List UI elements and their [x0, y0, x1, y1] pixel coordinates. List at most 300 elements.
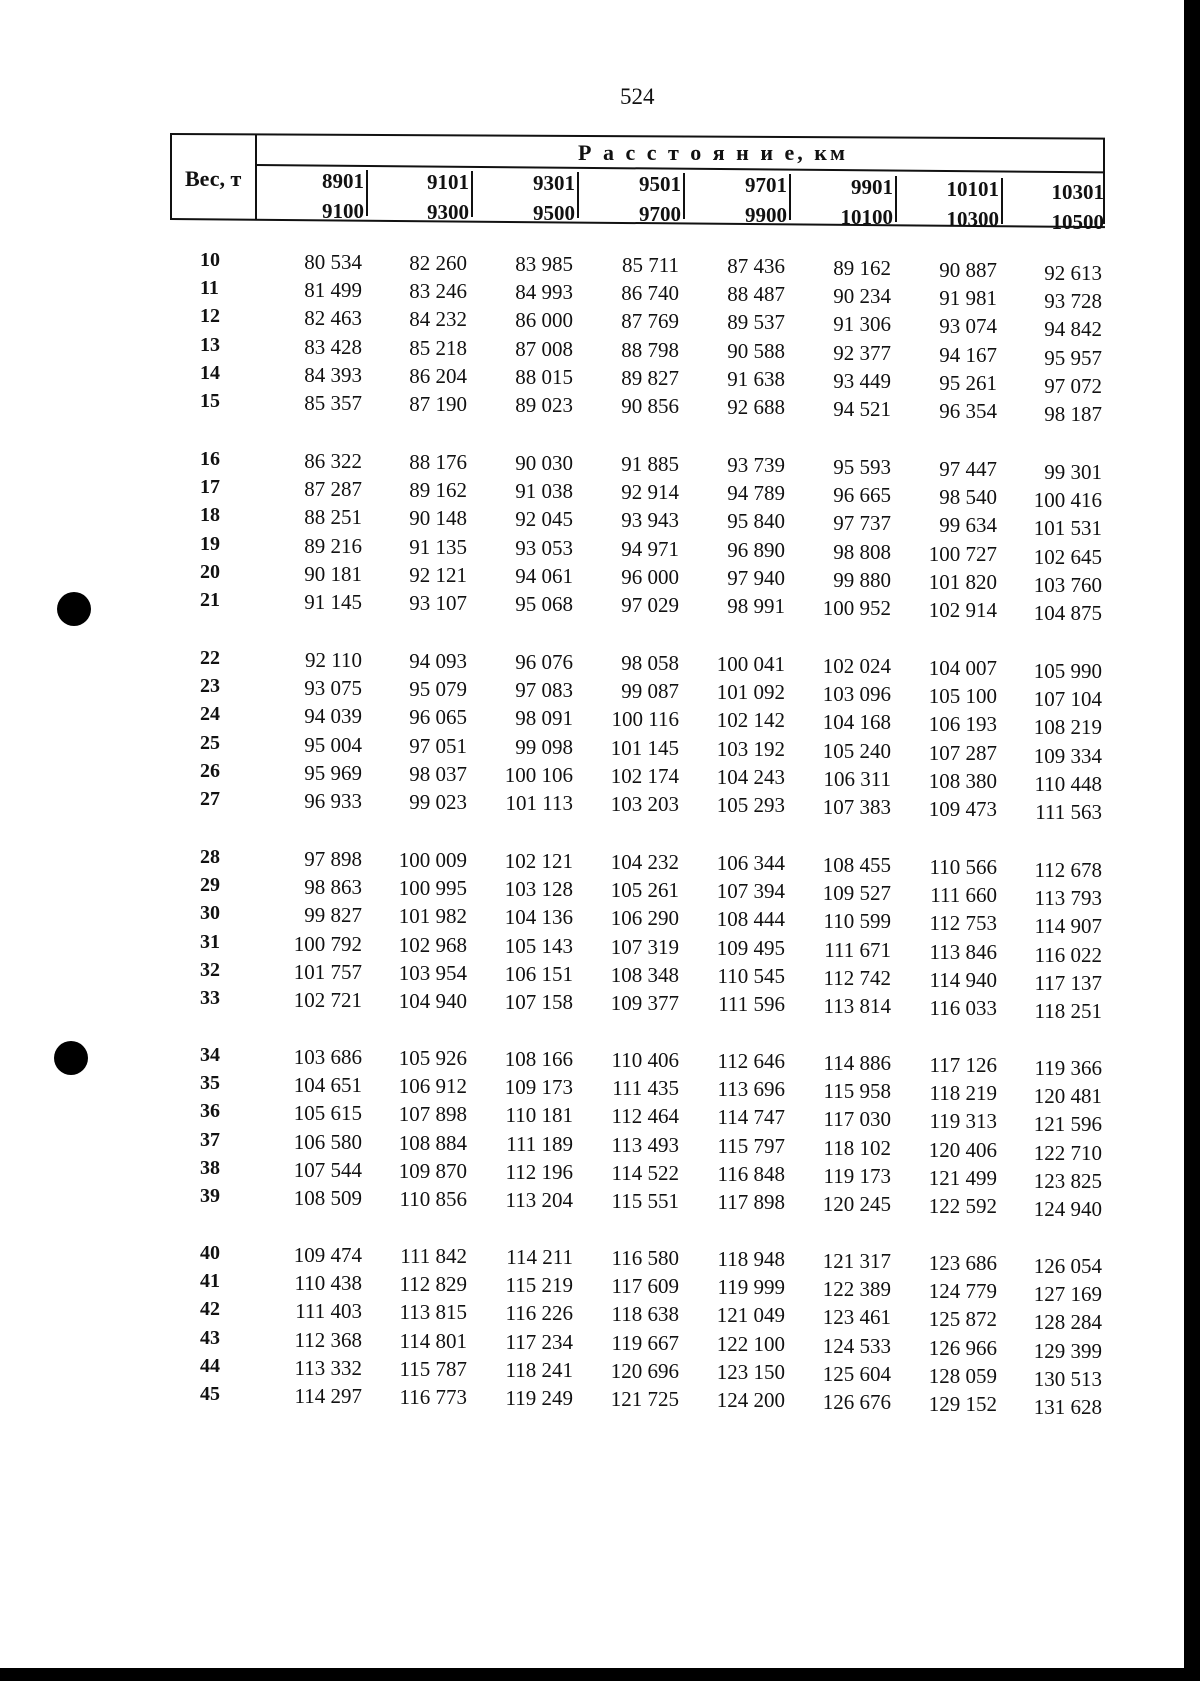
rate-cell: 117 126	[929, 1053, 997, 1077]
rate-cell: 121 596	[1033, 1112, 1102, 1137]
rate-cell: 112 678	[1034, 858, 1102, 882]
column-separator	[789, 174, 791, 220]
weight-cell: 29	[200, 874, 220, 897]
rate-cell: 113 696	[717, 1077, 785, 1102]
rate-cell: 120 696	[610, 1358, 679, 1383]
rate-cell: 90 148	[409, 506, 467, 531]
rate-cell: 115 958	[823, 1079, 891, 1104]
rate-cell: 109 527	[822, 881, 891, 906]
column-separator	[1001, 178, 1003, 224]
rate-cell: 111 189	[506, 1131, 573, 1156]
weight-cell: 44	[200, 1354, 220, 1377]
rate-cell: 100 041	[716, 652, 785, 676]
rate-cell: 85 357	[304, 391, 362, 415]
rate-cell: 122 592	[928, 1194, 997, 1218]
rate-cell: 100 416	[1033, 488, 1102, 513]
weight-cell: 24	[200, 703, 220, 726]
weight-cell: 30	[200, 902, 220, 925]
rate-cell: 124 200	[716, 1388, 785, 1412]
rate-cell: 102 142	[716, 708, 785, 733]
weight-cell: 25	[200, 731, 220, 754]
rate-cell: 86 204	[409, 363, 467, 388]
rate-cell: 116 226	[505, 1301, 573, 1326]
rate-cell: 86 740	[621, 281, 679, 306]
rate-cell: 102 024	[822, 654, 891, 678]
rate-cell: 84 993	[515, 280, 573, 305]
rate-cell: 122 710	[1033, 1140, 1102, 1165]
rate-cell: 85 711	[622, 253, 679, 277]
rate-cell: 113 846	[929, 939, 997, 964]
rate-cell: 89 162	[833, 256, 891, 280]
rate-cell: 95 957	[1044, 345, 1102, 370]
rate-cell: 125 604	[822, 1361, 891, 1386]
rate-cell: 104 651	[293, 1073, 362, 1098]
rate-cell: 118 102	[823, 1135, 891, 1160]
rate-cell: 90 234	[833, 284, 891, 309]
rate-cell: 107 158	[504, 990, 573, 1014]
rate-cell: 125 872	[928, 1307, 997, 1332]
rate-cell: 100 009	[398, 848, 467, 872]
rate-cell: 96 890	[727, 537, 785, 562]
rate-cell: 92 688	[727, 395, 785, 419]
rate-cell: 96 354	[939, 399, 997, 423]
rate-cell: 92 045	[515, 507, 573, 532]
weight-cell: 38	[200, 1156, 220, 1179]
rate-cell: 106 912	[398, 1074, 467, 1099]
rate-cell: 118 241	[505, 1357, 573, 1382]
rate-cell: 106 193	[928, 712, 997, 737]
rate-cell: 97 051	[409, 733, 467, 758]
rate-cell: 114 940	[929, 967, 997, 992]
rate-cell: 111 403	[295, 1299, 362, 1324]
column-separator	[366, 170, 368, 216]
rate-cell: 95 079	[409, 677, 467, 702]
rate-cell: 109 173	[504, 1075, 573, 1100]
rate-cell: 105 100	[928, 684, 997, 709]
rate-cell: 115 551	[611, 1189, 679, 1213]
rate-cell: 97 029	[621, 593, 679, 617]
rate-cell: 92 121	[409, 562, 467, 587]
rate-cell: 88 798	[621, 337, 679, 362]
rate-cell: 110 438	[294, 1271, 362, 1296]
rate-cell: 121 499	[928, 1165, 997, 1190]
rate-cell: 113 814	[823, 994, 891, 1018]
rate-cell: 87 190	[409, 392, 467, 416]
column-separator	[471, 171, 473, 217]
rate-cell: 108 444	[716, 907, 785, 932]
column-separator	[895, 176, 897, 222]
rate-cell: 113 793	[1034, 886, 1102, 911]
rate-cell: 104 136	[504, 905, 573, 930]
rate-cell: 119 249	[505, 1386, 573, 1410]
weight-cell: 17	[200, 476, 220, 499]
rate-cell: 109 334	[1033, 743, 1102, 768]
rate-cell: 95 068	[515, 592, 573, 616]
rate-cell: 117 030	[823, 1107, 891, 1132]
weight-cell: 10	[200, 249, 220, 271]
rate-cell: 97 447	[939, 457, 997, 481]
rate-cell: 96 000	[621, 564, 679, 589]
rate-cell: 88 015	[515, 364, 573, 389]
rate-cell: 82 260	[409, 251, 467, 275]
rate-cell: 113 815	[399, 1300, 467, 1325]
column-range-from: 9701	[745, 173, 787, 197]
rate-cell: 120 406	[928, 1137, 997, 1162]
rate-cell: 110 448	[1034, 771, 1102, 796]
rate-cell: 91 981	[939, 286, 997, 311]
weight-header: Вес, т	[185, 166, 242, 191]
rate-cell: 116 848	[717, 1161, 785, 1186]
rate-cell: 81 499	[304, 278, 362, 303]
rate-cell: 104 940	[398, 989, 467, 1013]
rate-cell: 101 145	[610, 735, 679, 760]
rate-cell: 98 540	[939, 485, 997, 510]
rate-cell: 93 075	[304, 676, 362, 701]
rate-cell: 108 884	[398, 1130, 467, 1155]
column-separator	[683, 173, 685, 219]
rate-cell: 106 580	[293, 1129, 362, 1154]
column-range-to: 10500	[1051, 210, 1104, 234]
rate-cell: 86 000	[515, 308, 573, 333]
rate-cell: 120 245	[822, 1192, 891, 1216]
rate-cell: 112 464	[611, 1104, 679, 1129]
rate-cell: 95 969	[304, 760, 362, 785]
column-header	[697, 170, 787, 230]
rate-cell: 114 907	[1034, 914, 1102, 939]
rate-cell: 128 284	[1033, 1310, 1102, 1335]
rate-cell: 119 999	[717, 1275, 785, 1300]
rate-cell: 129 152	[928, 1392, 997, 1416]
rate-cell: 113 493	[611, 1132, 679, 1157]
weight-cell: 22	[200, 647, 220, 669]
column-header	[591, 169, 681, 229]
rate-cell: 119 173	[823, 1163, 891, 1188]
rate-cell: 100 995	[398, 876, 467, 901]
rate-cell: 107 394	[716, 879, 785, 904]
rate-cell: 102 645	[1033, 544, 1102, 569]
rate-cell: 123 825	[1033, 1168, 1102, 1193]
rate-cell: 93 449	[833, 368, 891, 393]
weight-cell: 26	[200, 759, 220, 782]
column-range-to: 9900	[745, 203, 787, 227]
rate-cell: 114 747	[717, 1105, 785, 1130]
rate-cell: 118 219	[929, 1081, 997, 1106]
weight-cell: 31	[200, 930, 220, 953]
weight-cell: 19	[200, 532, 220, 555]
rate-cell: 112 829	[399, 1272, 467, 1297]
rate-cell: 106 151	[504, 961, 573, 986]
rate-cell: 110 566	[929, 855, 997, 879]
rate-cell: 129 399	[1033, 1338, 1102, 1363]
rate-cell: 116 773	[399, 1385, 467, 1409]
rate-cell: 97 737	[833, 511, 891, 536]
rate-cell: 110 599	[823, 909, 891, 934]
rate-cell: 113 204	[505, 1188, 573, 1212]
rate-cell: 82 463	[304, 306, 362, 331]
weight-cell: 37	[200, 1128, 220, 1151]
weight-cell: 23	[200, 675, 220, 698]
rate-cell: 114 211	[506, 1245, 573, 1269]
rate-cell: 88 251	[304, 505, 362, 530]
column-range-from: 10301	[1051, 180, 1104, 204]
weight-cell: 42	[200, 1298, 220, 1321]
rate-cell: 97 083	[515, 678, 573, 703]
weight-cell: 12	[200, 305, 220, 328]
rate-cell: 98 863	[304, 875, 362, 900]
rate-cell: 99 880	[833, 567, 891, 592]
rate-cell: 108 219	[1033, 715, 1102, 740]
rate-cell: 111 596	[718, 992, 785, 1016]
rate-cell: 99 098	[515, 734, 573, 759]
rate-cell: 103 686	[293, 1045, 362, 1069]
rate-cell: 123 461	[822, 1305, 891, 1330]
weight-cell: 21	[200, 589, 220, 611]
column-range-from: 9301	[533, 171, 575, 195]
rate-cell: 108 380	[928, 768, 997, 793]
rate-cell: 84 393	[304, 362, 362, 387]
rate-cell: 103 192	[716, 736, 785, 761]
rate-cell: 114 886	[823, 1051, 891, 1075]
rate-cell: 115 787	[399, 1356, 467, 1381]
rate-cell: 105 240	[822, 738, 891, 763]
rate-cell: 107 898	[398, 1102, 467, 1127]
weight-cell: 28	[200, 846, 220, 868]
rate-cell: 98 037	[409, 761, 467, 786]
rate-cell: 106 344	[716, 851, 785, 875]
rate-cell: 108 509	[293, 1186, 362, 1210]
rate-cell: 91 038	[515, 479, 573, 504]
rate-cell: 114 297	[294, 1384, 362, 1408]
header-rule-split	[255, 134, 257, 220]
rate-cell: 95 840	[727, 509, 785, 534]
column-range-to: 9500	[533, 201, 575, 225]
rate-cell: 87 008	[515, 336, 573, 361]
rate-cell: 100 727	[928, 541, 997, 566]
rate-cell: 101 820	[928, 569, 997, 594]
rate-cell: 116 022	[1034, 942, 1102, 967]
column-header	[274, 166, 364, 226]
rate-cell: 90 588	[727, 338, 785, 363]
rate-cell: 111 842	[400, 1244, 467, 1268]
rate-cell: 85 218	[409, 335, 467, 360]
rate-cell: 94 842	[1044, 317, 1102, 342]
rate-cell: 131 628	[1033, 1395, 1102, 1419]
rate-cell: 107 544	[293, 1157, 362, 1182]
rate-cell: 83 246	[409, 279, 467, 304]
rate-cell: 126 676	[822, 1390, 891, 1414]
rate-cell: 110 406	[611, 1048, 679, 1072]
column-range-to: 10100	[840, 205, 893, 229]
rate-cell: 117 137	[1034, 970, 1102, 995]
rate-cell: 87 436	[727, 254, 785, 278]
rate-cell: 96 065	[409, 705, 467, 730]
punch-hole-mark	[54, 1041, 88, 1075]
rate-cell: 103 954	[398, 960, 467, 985]
column-header	[485, 168, 575, 228]
weight-cell: 11	[200, 277, 219, 300]
rate-cell: 87 769	[621, 309, 679, 334]
rate-cell: 119 366	[1034, 1056, 1102, 1080]
rate-cell: 84 232	[409, 307, 467, 332]
rate-cell: 103 203	[610, 792, 679, 816]
rate-cell: 105 615	[293, 1101, 362, 1126]
rate-cell: 88 487	[727, 282, 785, 307]
rate-cell: 83 985	[515, 252, 573, 276]
rate-cell: 124 940	[1033, 1197, 1102, 1221]
rate-cell: 126 054	[1033, 1254, 1102, 1278]
rate-cell: 116 033	[929, 996, 997, 1020]
weight-cell: 45	[200, 1383, 220, 1405]
weight-cell: 35	[200, 1072, 220, 1095]
rate-cell: 86 322	[304, 449, 362, 473]
rate-cell: 121 049	[716, 1303, 785, 1328]
rate-cell: 115 797	[717, 1133, 785, 1158]
rate-cell: 124 533	[822, 1333, 891, 1358]
rate-cell: 91 885	[621, 452, 679, 476]
rate-cell: 91 306	[833, 312, 891, 337]
weight-cell: 20	[200, 560, 220, 583]
rate-cell: 98 991	[727, 594, 785, 618]
rate-cell: 110 545	[717, 963, 785, 988]
rate-cell: 126 966	[928, 1335, 997, 1360]
rate-cell: 92 110	[305, 648, 362, 672]
rate-cell: 101 757	[293, 959, 362, 984]
rate-cell: 118 638	[611, 1302, 679, 1327]
punch-hole-mark	[57, 592, 91, 626]
rate-cell: 98 091	[515, 706, 573, 731]
rate-cell: 124 779	[928, 1279, 997, 1304]
rate-cell: 107 319	[610, 934, 679, 959]
rate-cell: 98 058	[621, 651, 679, 675]
rate-cell: 101 092	[716, 680, 785, 705]
rate-cell: 102 721	[293, 988, 362, 1012]
rate-cell: 94 789	[727, 481, 785, 506]
rate-cell: 105 293	[716, 793, 785, 817]
rate-cell: 83 428	[304, 334, 362, 359]
column-header	[909, 174, 999, 234]
rate-cell: 119 313	[929, 1109, 997, 1134]
rate-cell: 107 287	[928, 740, 997, 765]
rate-cell: 99 087	[621, 679, 679, 704]
rate-cell: 93 728	[1044, 289, 1102, 314]
rate-cell: 105 143	[504, 933, 573, 958]
rate-cell: 107 104	[1033, 687, 1102, 712]
rate-cell: 108 455	[822, 853, 891, 877]
rate-cell: 93 739	[727, 453, 785, 477]
rate-cell: 109 474	[293, 1243, 362, 1267]
rate-cell: 121 725	[610, 1387, 679, 1411]
rate-cell: 93 074	[939, 314, 997, 339]
rate-cell: 98 187	[1044, 402, 1102, 426]
rate-cell: 103 096	[822, 682, 891, 707]
rate-cell: 89 023	[515, 393, 573, 417]
rate-cell: 100 952	[822, 596, 891, 620]
rate-cell: 123 686	[928, 1251, 997, 1275]
column-header	[1014, 177, 1104, 237]
rate-cell: 103 760	[1033, 572, 1102, 597]
rate-cell: 130 513	[1033, 1366, 1102, 1391]
rate-cell: 102 174	[610, 763, 679, 788]
rate-cell: 109 473	[928, 797, 997, 821]
weight-cell: 39	[200, 1185, 220, 1207]
rate-cell: 99 023	[409, 790, 467, 814]
weight-cell: 14	[200, 361, 220, 384]
rate-cell: 105 990	[1033, 659, 1102, 683]
rate-cell: 93 943	[621, 508, 679, 533]
rate-cell: 120 481	[1033, 1084, 1102, 1109]
column-range-to: 9100	[322, 199, 364, 223]
rate-cell: 91 145	[304, 590, 362, 614]
rate-cell: 106 290	[610, 906, 679, 931]
rate-cell: 105 926	[398, 1046, 467, 1070]
column-separator	[577, 172, 579, 218]
rate-cell: 89 216	[304, 533, 362, 558]
rate-cell: 101 982	[398, 904, 467, 929]
rate-cell: 111 435	[612, 1076, 679, 1101]
rate-cell: 109 870	[398, 1158, 467, 1183]
rate-cell: 95 261	[939, 370, 997, 395]
rate-cell: 96 076	[515, 650, 573, 674]
rate-cell: 94 093	[409, 649, 467, 673]
rate-cell: 123 150	[716, 1359, 785, 1384]
rate-cell: 90 030	[515, 451, 573, 475]
rate-cell: 89 537	[727, 310, 785, 335]
rate-cell: 94 061	[515, 563, 573, 588]
rate-cell: 80 534	[304, 250, 362, 274]
weight-cell: 27	[200, 788, 220, 810]
rate-cell: 97 898	[304, 847, 362, 871]
rate-cell: 118 251	[1034, 999, 1102, 1023]
rate-cell: 107 383	[822, 795, 891, 819]
rate-cell: 89 827	[621, 365, 679, 390]
column-header	[379, 167, 469, 227]
rate-cell: 94 971	[621, 536, 679, 561]
rate-cell: 88 176	[409, 450, 467, 474]
rate-cell: 97 940	[727, 565, 785, 590]
rate-cell: 117 234	[505, 1329, 573, 1354]
rate-cell: 122 100	[716, 1331, 785, 1356]
rate-cell: 104 168	[822, 710, 891, 735]
rate-cell: 104 007	[928, 656, 997, 680]
rate-cell: 108 166	[504, 1047, 573, 1071]
weight-cell: 34	[200, 1044, 220, 1066]
rate-cell: 111 563	[1035, 800, 1102, 824]
rate-cell: 97 072	[1044, 373, 1102, 398]
rate-cell: 100 106	[504, 762, 573, 787]
rate-cell: 91 135	[409, 534, 467, 559]
weight-cell: 41	[200, 1270, 220, 1293]
rate-cell: 100 792	[293, 931, 362, 956]
rate-cell: 95 004	[304, 732, 362, 757]
weight-cell: 18	[200, 504, 220, 527]
rate-cell: 106 311	[823, 766, 891, 791]
rate-cell: 99 634	[939, 513, 997, 538]
rate-cell: 93 053	[515, 535, 573, 560]
rate-cell: 90 887	[939, 258, 997, 282]
header-rule-left	[170, 133, 172, 219]
weight-cell: 13	[200, 333, 220, 356]
rate-cell: 92 914	[621, 480, 679, 505]
rate-cell: 119 667	[611, 1330, 679, 1355]
rate-cell: 92 377	[833, 340, 891, 365]
rate-cell: 109 377	[610, 991, 679, 1015]
column-header	[803, 172, 893, 232]
rate-cell: 102 914	[928, 598, 997, 622]
rate-cell: 112 196	[505, 1159, 573, 1184]
rate-cell: 102 121	[504, 849, 573, 873]
rate-cell: 90 181	[304, 561, 362, 586]
column-range-to: 10300	[946, 207, 999, 231]
